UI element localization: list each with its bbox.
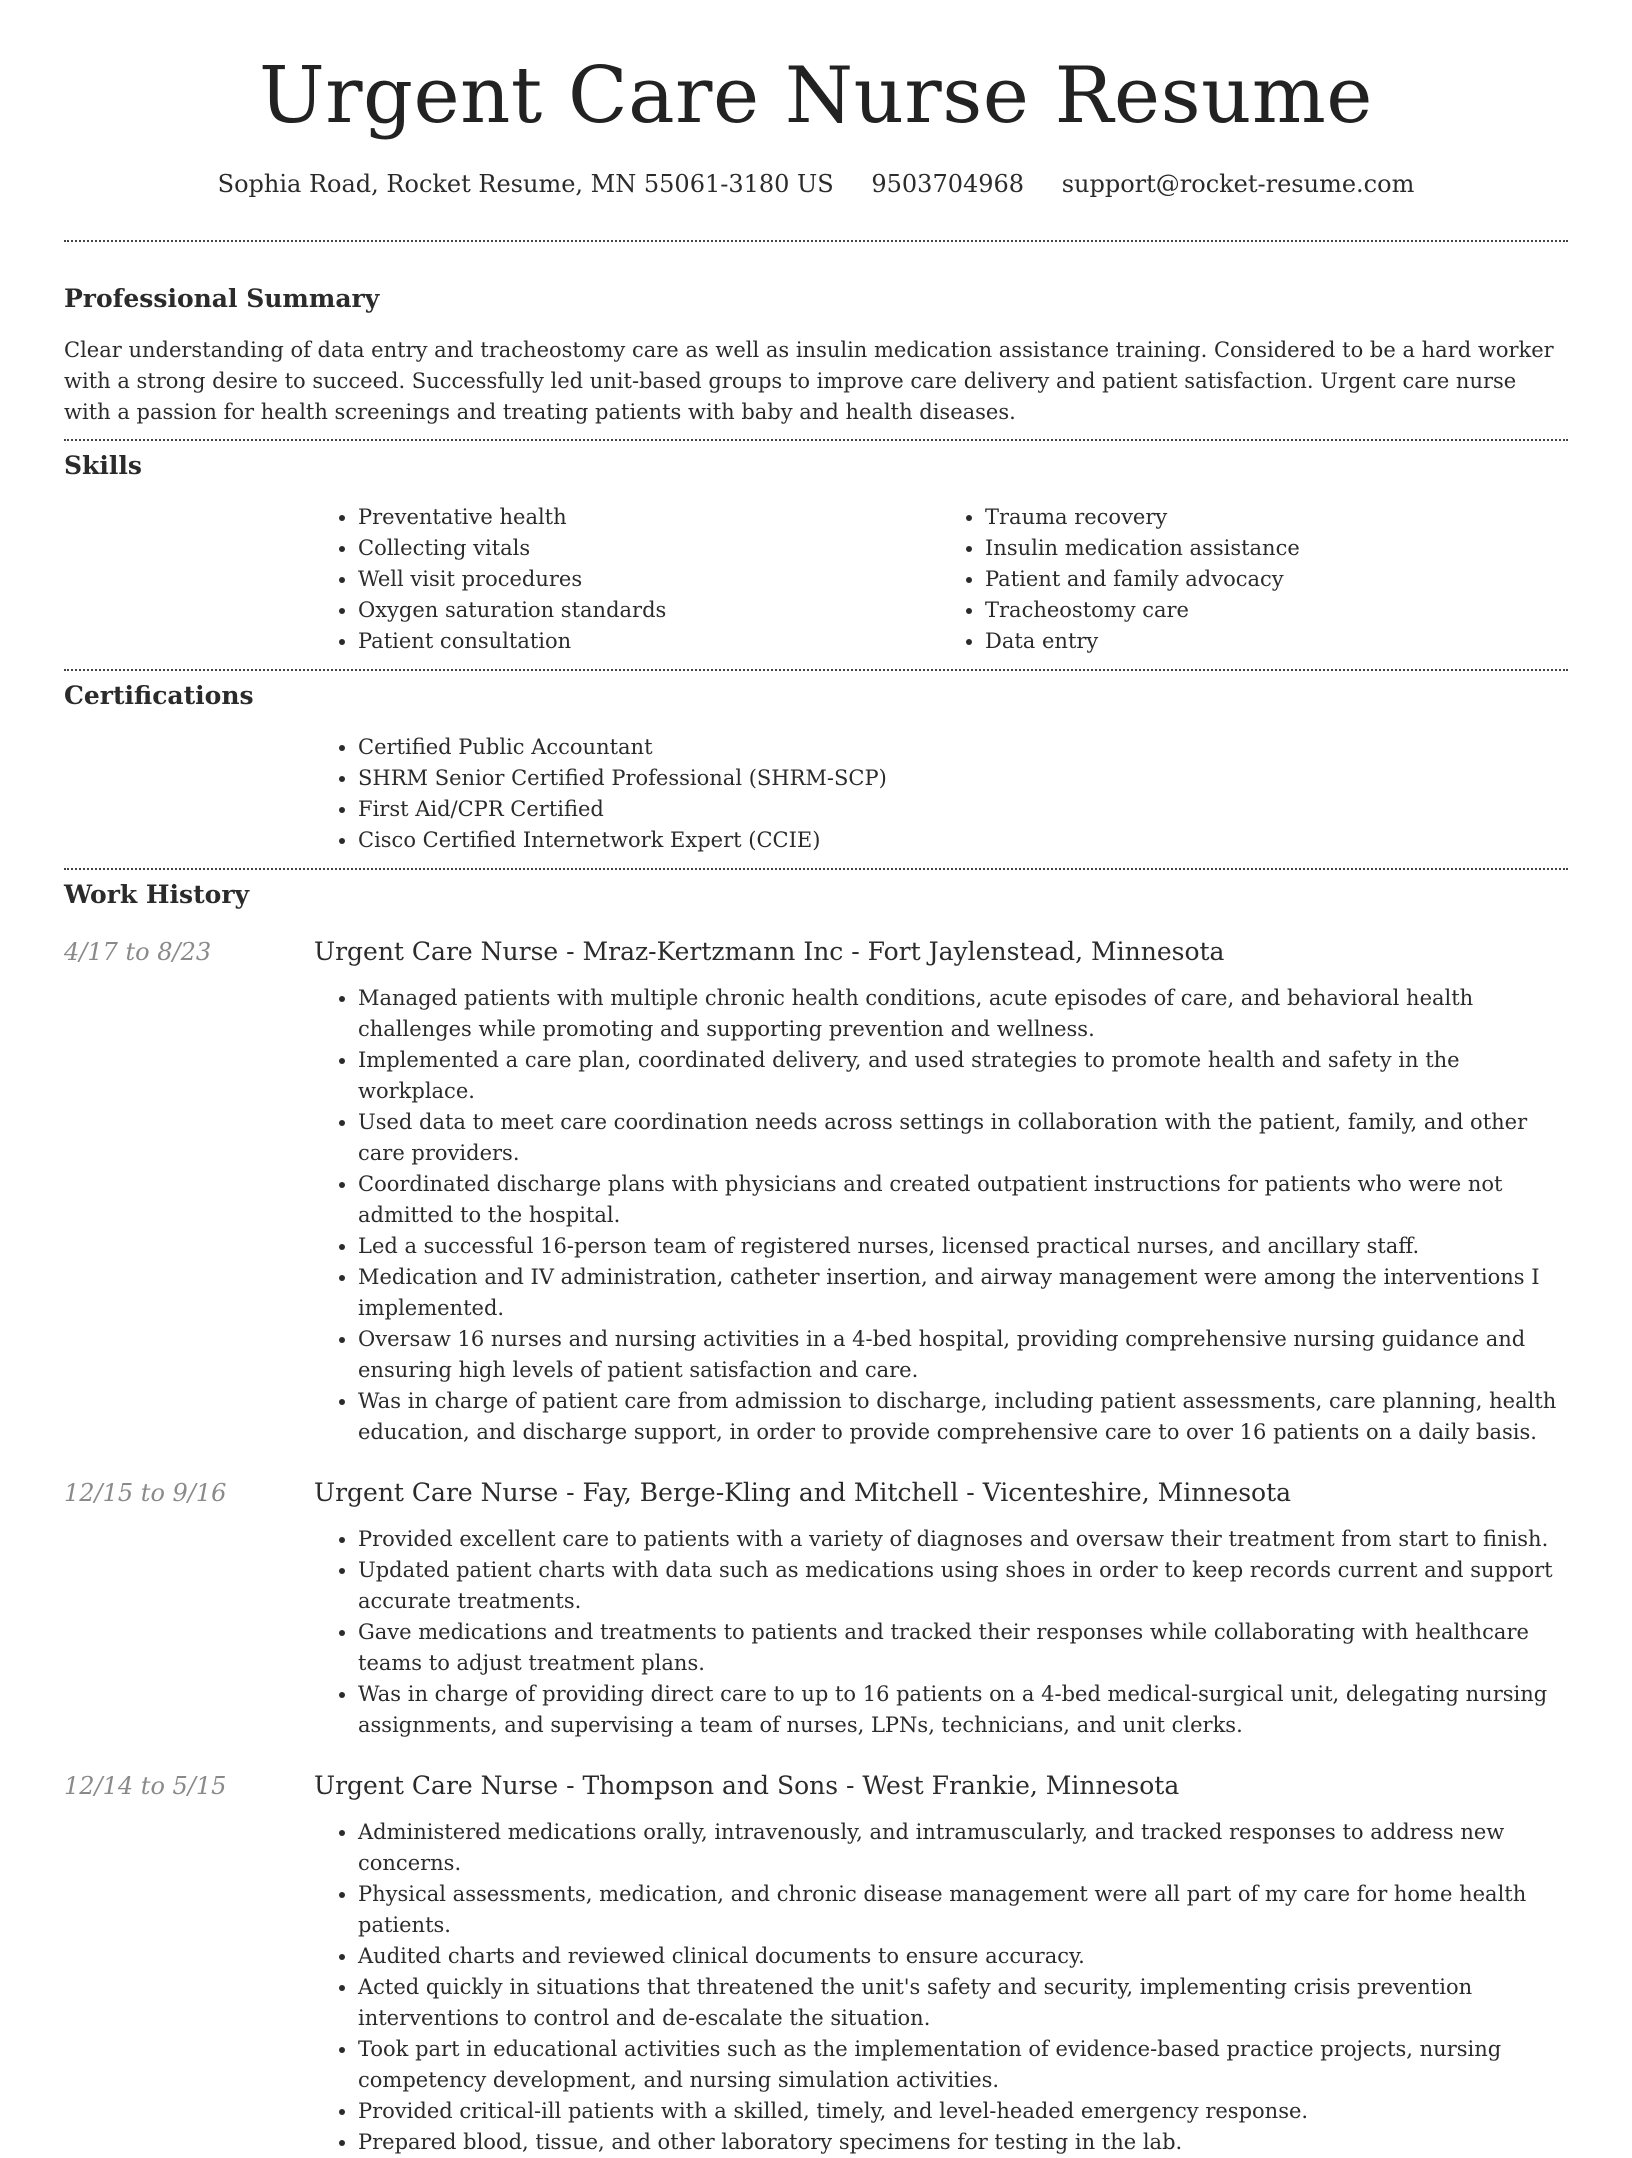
skill-item: • Oxygen saturation standards: [358, 595, 941, 626]
job-dates: 12/14 to 5/15: [64, 1772, 227, 1801]
skill-item: • Trauma recovery: [985, 502, 1568, 533]
job-dates: 4/17 to 8/23: [64, 938, 212, 967]
certification-item: • First Aid/CPR Certified: [358, 794, 1568, 825]
job-duty: • Gave medications and treatments to patients and tracked their responses while collaborating with healthcare teams to adjust treatment plans.: [358, 1617, 1568, 1679]
job-header: [64, 1771, 1568, 1800]
job-dates: 12/15 to 9/16: [64, 1479, 227, 1508]
work-history-heading: Work History: [64, 880, 250, 910]
job-header: [64, 937, 1568, 966]
divider: [64, 439, 1568, 441]
job-title: Urgent Care Nurse - Mraz-Kertzmann Inc - Fort Jaylenstead, Minnesota: [314, 937, 1225, 967]
summary-heading: Professional Summary: [64, 284, 380, 314]
skill-item: • Preventative health: [358, 502, 941, 533]
contact-line: [64, 170, 1568, 199]
divider: [64, 868, 1568, 870]
divider: [64, 240, 1568, 242]
job-duty: • Medication and IV administration, catheter insertion, and airway management were among the interventions I implemented.: [358, 1262, 1568, 1324]
resume-title: Urgent Care Nurse Resume: [259, 51, 1373, 141]
skill-item: • Patient consultation: [358, 626, 941, 657]
job-duties: [314, 1524, 1568, 1741]
job-duty: • Implemented a care plan, coordinated delivery, and used strategies to promote health and safety in the workplace.: [358, 1045, 1568, 1107]
skills-heading: Skills: [64, 451, 142, 481]
summary-text: Clear understanding of data entry and tracheostomy care as well as insulin medication assistance training. Considered to be a hard worker with a strong desire to succeed. Successfully led unit-based groups to improve care delivery and patient satisfaction. Urgent care nurse with a passion for health screenings and treating patients with baby and health diseases.: [64, 338, 1554, 425]
job-duties: [314, 983, 1568, 1448]
job-header: [64, 1478, 1568, 1507]
job-duty: • Coordinated discharge plans with physicians and created outpatient instructions for patients who were not admitted to the hospital.: [358, 1169, 1568, 1231]
certification-item: • Certified Public Accountant: [358, 732, 1568, 763]
certifications-list: [314, 732, 1568, 856]
job-duty: • Updated patient charts with data such as medications using shoes in order to keep records current and support accurate treatments.: [358, 1555, 1568, 1617]
job-duty: • Prepared blood, tissue, and other laboratory specimens for testing in the lab.: [358, 2127, 1568, 2158]
job-duty: • Was in charge of providing direct care to up to 16 patients on a 4-bed medical-surgical unit, delegating nursing assignments, and supervising a team of nurses, LPNs, technicians, and unit clerks.: [358, 1679, 1568, 1741]
job-duty: • Managed patients with multiple chronic health conditions, acute episodes of care, and behavioral health challenges while promoting and supporting prevention and wellness.: [358, 983, 1568, 1045]
job-duty: • Was in charge of patient care from admission to discharge, including patient assessments, care planning, health education, and discharge support, in order to provide comprehensive care to over 16 patients on a daily basis.: [358, 1386, 1568, 1448]
contact-phone: 9503704968: [871, 169, 1025, 198]
contact-address: Sophia Road, Rocket Resume, MN 55061-3180 US: [217, 169, 834, 198]
skill-item: • Collecting vitals: [358, 533, 941, 564]
job-duties: [314, 1817, 1568, 2158]
certification-item: • Cisco Certified Internetwork Expert (CCIE): [358, 825, 1568, 856]
skills-list: [314, 502, 1568, 657]
contact-email: support@rocket-resume.com: [1061, 169, 1415, 198]
job-duty: • Audited charts and reviewed clinical documents to ensure accuracy.: [358, 1941, 1568, 1972]
job-duty: • Led a successful 16-person team of registered nurses, licensed practical nurses, and ancillary staff.: [358, 1231, 1568, 1262]
certifications-heading: Certifications: [64, 681, 254, 711]
job-duty: • Provided critical-ill patients with a skilled, timely, and level-headed emergency response.: [358, 2096, 1568, 2127]
job-entry: [64, 1478, 1568, 1741]
job-title: Urgent Care Nurse - Thompson and Sons - West Frankie, Minnesota: [314, 1771, 1180, 1801]
skill-item: • Data entry: [985, 626, 1568, 657]
job-entry: [64, 1771, 1568, 2158]
job-title: Urgent Care Nurse - Fay, Berge-Kling and Mitchell - Vicenteshire, Minnesota: [314, 1478, 1292, 1508]
skill-item: • Insulin medication assistance: [985, 533, 1568, 564]
divider: [64, 669, 1568, 671]
job-duty: • Physical assessments, medication, and chronic disease management were all part of my care for home health patients.: [358, 1879, 1568, 1941]
skills-column-right: [941, 502, 1568, 657]
skill-item: • Tracheostomy care: [985, 595, 1568, 626]
job-duty: • Used data to meet care coordination needs across settings in collaboration with the patient, family, and other care providers.: [358, 1107, 1568, 1169]
job-duty: • Oversaw 16 nurses and nursing activities in a 4-bed hospital, providing comprehensive nursing guidance and ensuring high levels of patient satisfaction and care.: [358, 1324, 1568, 1386]
certification-item: • SHRM Senior Certified Professional (SHRM-SCP): [358, 763, 1568, 794]
job-duty: • Took part in educational activities such as the implementation of evidence-based practice projects, nursing competency development, and nursing simulation activities.: [358, 2034, 1568, 2096]
skill-item: • Well visit procedures: [358, 564, 941, 595]
skills-column-left: [314, 502, 941, 657]
job-duty: • Administered medications orally, intravenously, and intramuscularly, and tracked responses to address new concerns.: [358, 1817, 1568, 1879]
skill-item: • Patient and family advocacy: [985, 564, 1568, 595]
job-duty: • Acted quickly in situations that threatened the unit's safety and security, implementing crisis prevention interventions to control and de-escalate the situation.: [358, 1972, 1568, 2034]
job-entry: [64, 937, 1568, 1448]
job-duty: • Provided excellent care to patients with a variety of diagnoses and oversaw their treatment from start to finish.: [358, 1524, 1568, 1555]
